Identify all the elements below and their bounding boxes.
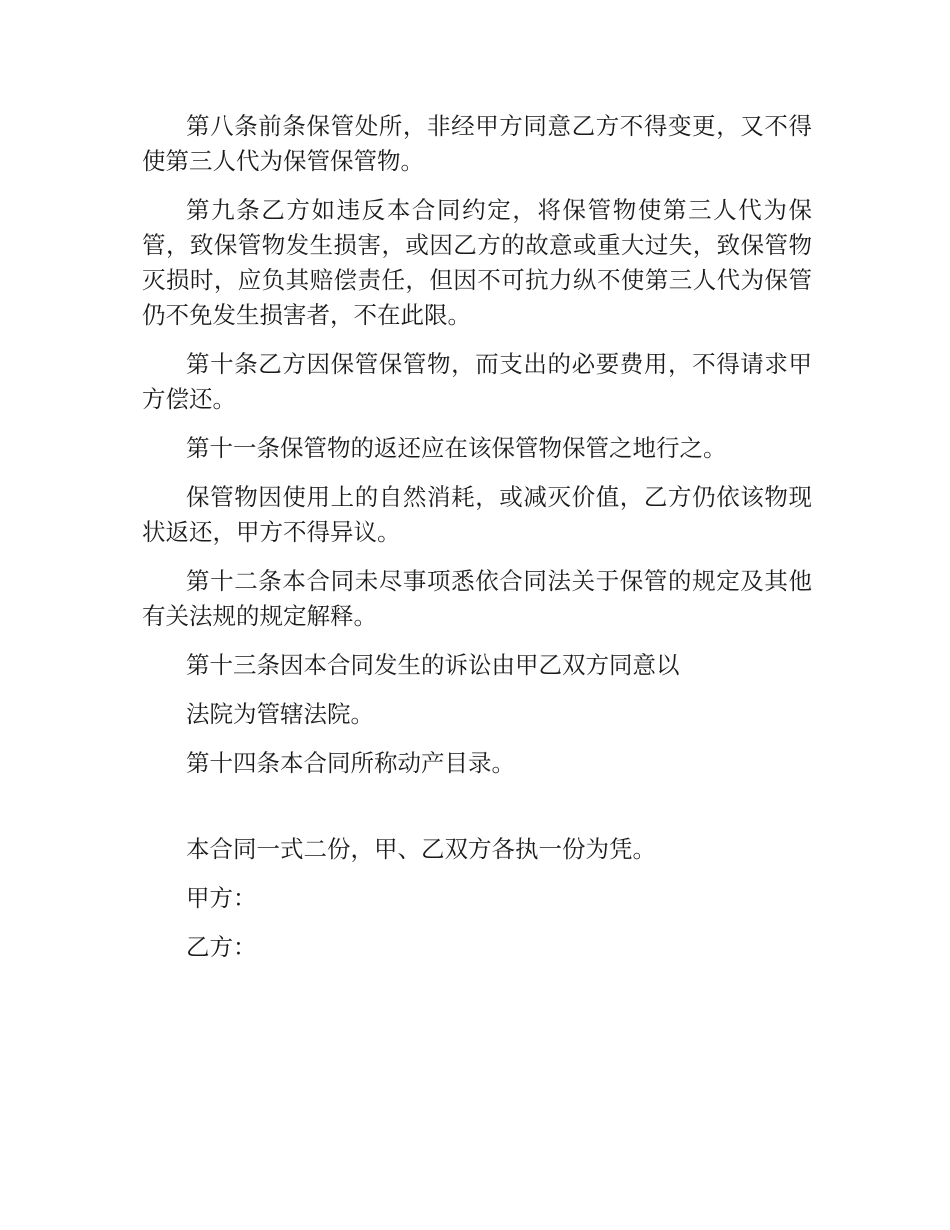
clause-9: 第九条乙方如违反本合同约定，将保管物使第三人代为保管，致保管物发生损害，或因乙方的故意或重大过失，致保管物灭损时，应负其赔偿责任，但因不可抗力纵不使第三人代为保管仍不免发生损害者，不在此限。	[142, 196, 812, 329]
clause-8: 第八条前条保管处所，非经甲方同意乙方不得变更，又不得使第三人代为保管保管物。	[142, 112, 812, 175]
blank-spacer	[142, 795, 812, 832]
clause-13-part1: 第十三条因本合同发生的诉讼由甲乙双方同意以	[186, 651, 680, 679]
clause-11-note: 保管物因使用上的自然消耗，或减灭价值，乙方仍依该物现状返还，甲方不得异议。	[142, 483, 812, 546]
clause-10: 第十条乙方因保管保管物，而支出的必要费用，不得请求甲方偿还。	[142, 350, 812, 413]
party-b-signature-label: 乙方：	[186, 933, 257, 961]
clause-12: 第十二条本合同未尽事项悉依合同法关于保管的规定及其他有关法规的规定解释。	[142, 567, 812, 630]
party-a-signature-label: 甲方：	[186, 884, 257, 912]
document-body	[142, 109, 812, 979]
clause-14: 第十四条本合同所称动产目录。	[186, 749, 515, 777]
copies-statement: 本合同一式二份，甲、乙双方各执一份为凭。	[186, 835, 656, 863]
clause-13-part2: 法院为管辖法院。	[186, 700, 374, 728]
clause-11: 第十一条保管物的返还应在该保管物保管之地行之。	[186, 434, 727, 462]
